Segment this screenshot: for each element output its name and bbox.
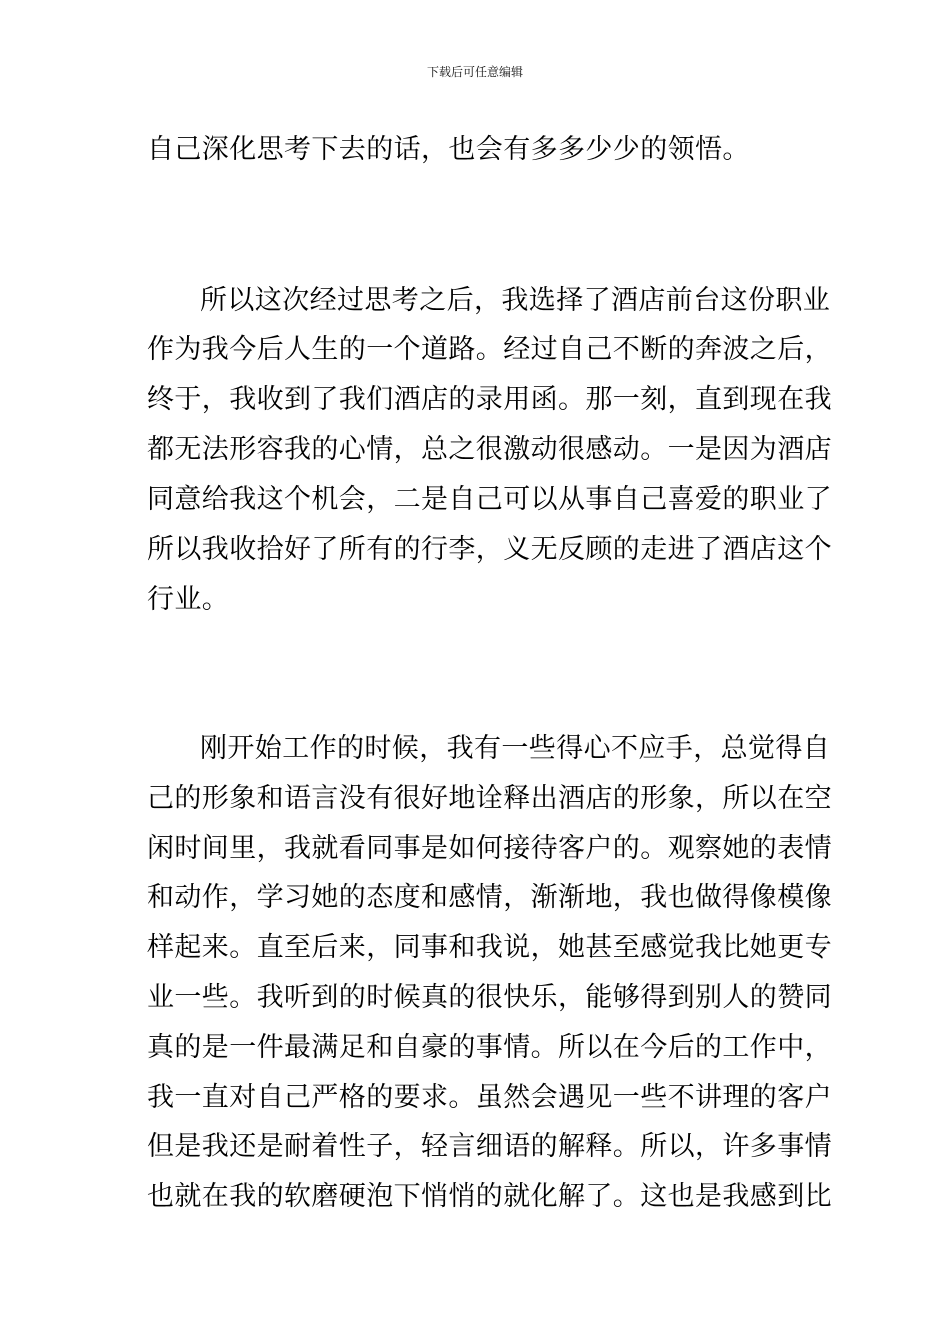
paragraph-2-line-3: 终于，我收到了我们酒店的录用函。那一刻，直到现在我 [147, 384, 832, 415]
paragraph-2-line-5: 同意给我这个机会，二是自己可以从事自己喜爱的职业了 [147, 484, 832, 515]
paragraph-3-line-6: 业一些。我听到的时候真的很快乐，能够得到别人的赞同 [147, 982, 832, 1013]
paragraph-3-line-9: 但是我还是耐着性子，轻言细语的解释。所以，许多事情 [147, 1131, 832, 1162]
paragraph-2-line-7: 行业。 [147, 584, 230, 615]
paragraph-2-line-1: 所以这次经过思考之后，我选择了酒店前台这份职业 [200, 285, 831, 316]
paragraph-2-line-2: 作为我今后人生的一个道路。经过自己不断的奔波之后， [147, 334, 832, 365]
paragraph-3-line-5: 样起来。直至后来，同事和我说，她甚至感觉我比她更专 [147, 932, 832, 963]
paragraph-1-line-1: 自己深化思考下去的话，也会有多多少少的领悟。 [147, 134, 750, 165]
paragraph-2-line-6: 所以我收拾好了所有的行李，义无反顾的走进了酒店这个 [147, 534, 832, 565]
paragraph-3-line-2: 己的形象和语言没有很好地诠释出酒店的形象，所以在空 [147, 783, 832, 814]
paragraph-3-line-1: 刚开始工作的时候，我有一些得心不应手，总觉得自 [200, 733, 831, 764]
paragraph-3-line-4: 和动作，学习她的态度和感情，渐渐地，我也做得像模像 [147, 882, 832, 913]
page-header: 下载后可任意编辑 [426, 65, 523, 79]
paragraph-3-line-8: 我一直对自己严格的要求。虽然会遇见一些不讲理的客户 [147, 1082, 832, 1113]
paragraph-2-line-4: 都无法形容我的心情，总之很激动很感动。一是因为酒店 [147, 434, 832, 465]
paragraph-3-line-7: 真的是一件最满足和自豪的事情。所以在今后的工作中， [147, 1032, 832, 1063]
paragraph-3-line-3: 闲时间里，我就看同事是如何接待客户的。观察她的表情 [147, 833, 832, 864]
paragraph-3-line-10: 也就在我的软磨硬泡下悄悄的就化解了。这也是我感到比 [147, 1181, 832, 1212]
